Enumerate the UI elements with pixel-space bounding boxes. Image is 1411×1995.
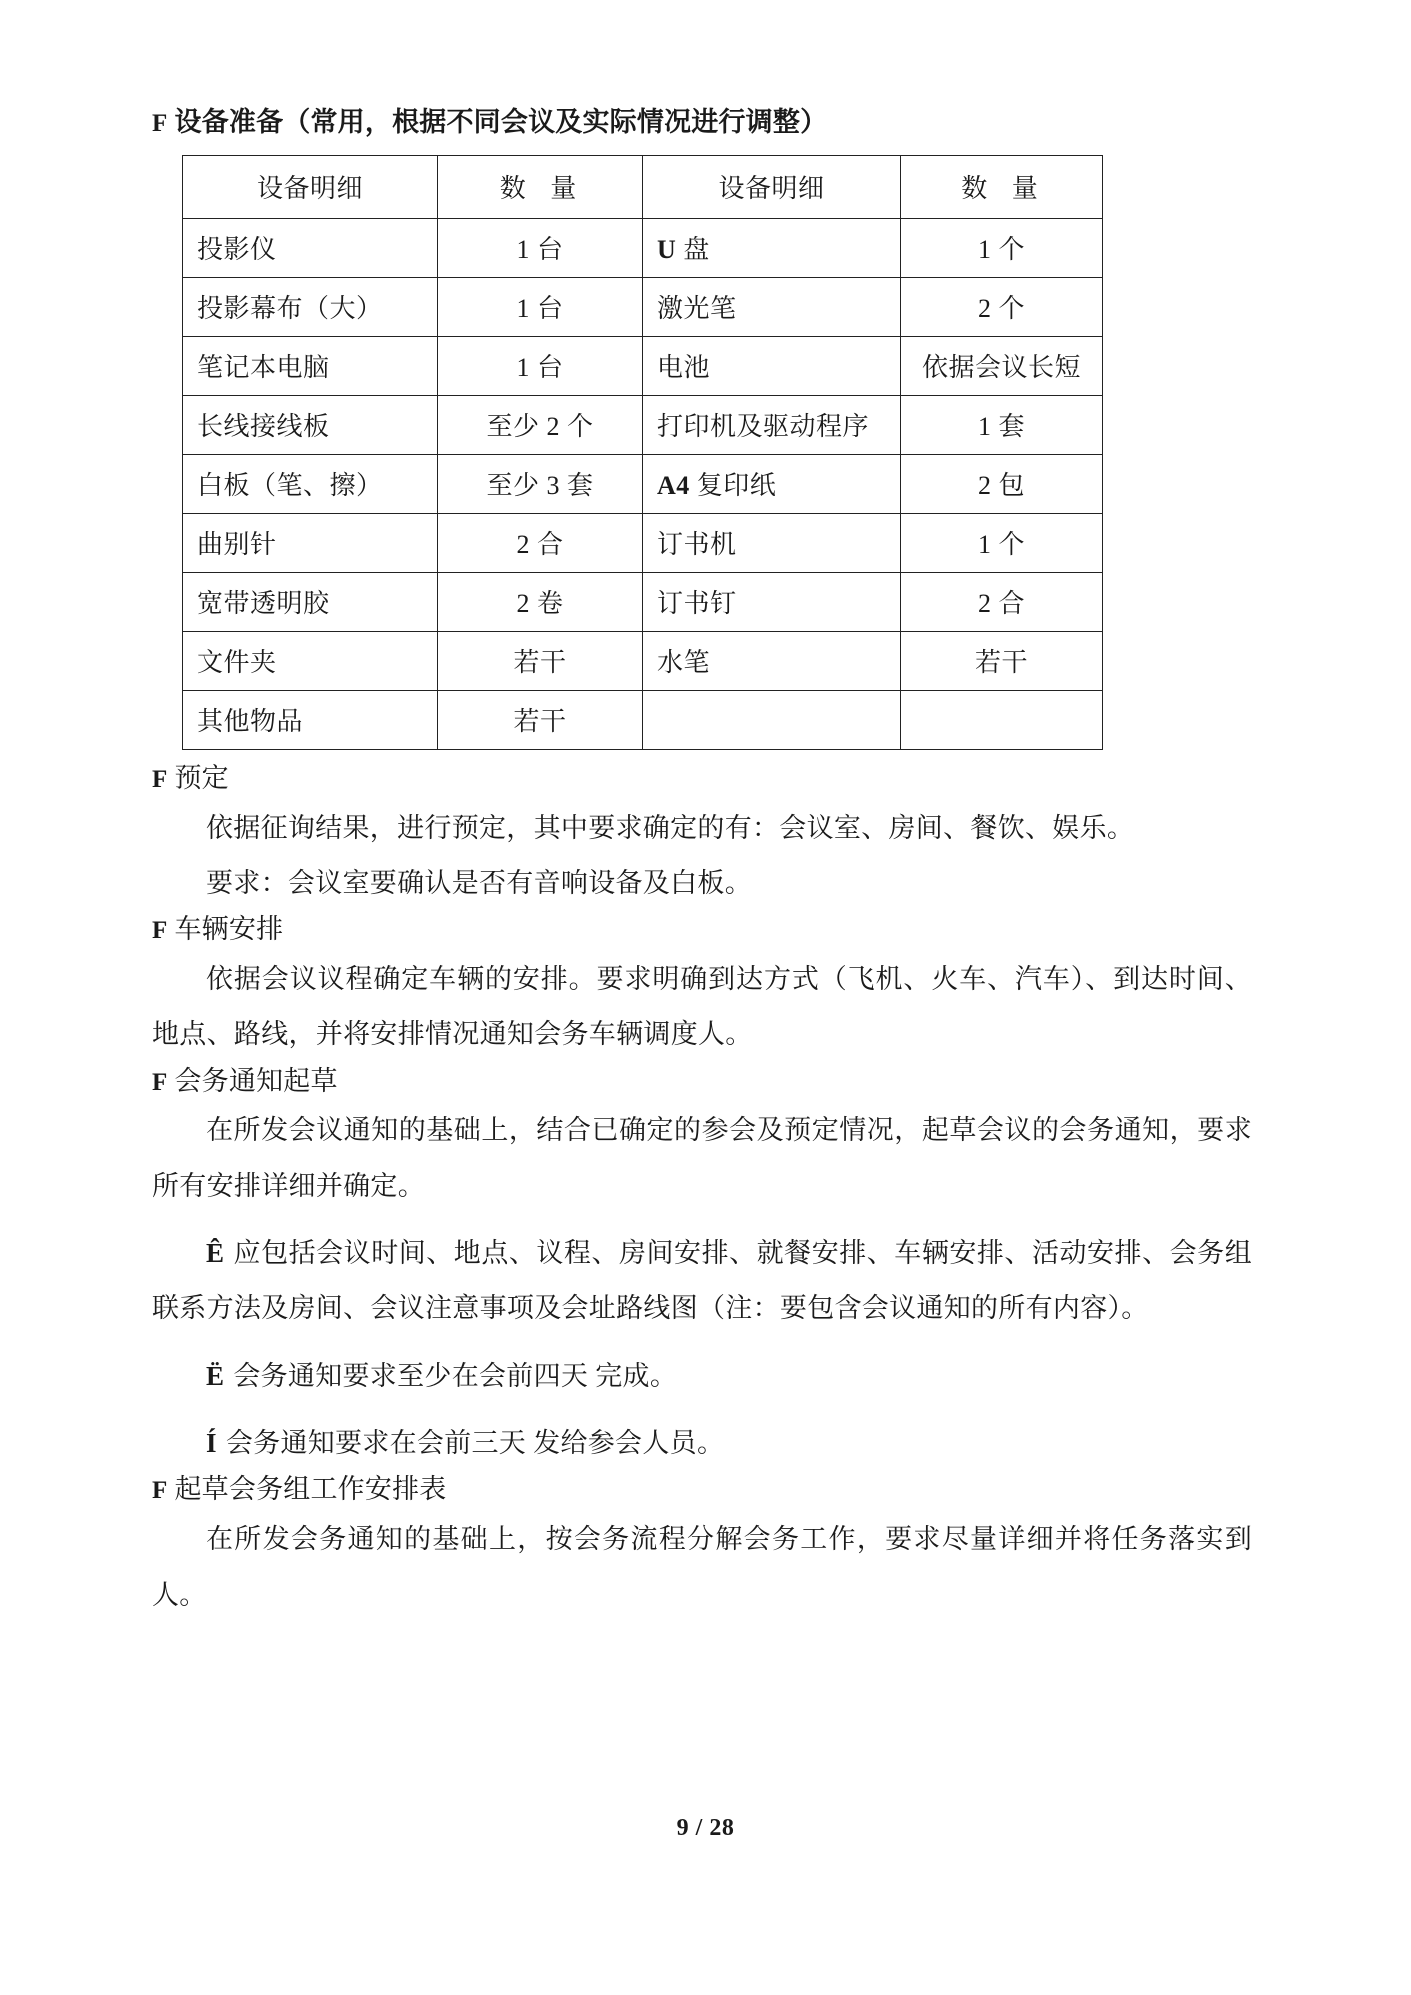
header-label: 数 量 bbox=[499, 174, 586, 204]
sub-marker-icon-3: Í bbox=[206, 1428, 217, 1459]
sub-marker-icon-1: Ê bbox=[206, 1238, 225, 1269]
table-header-cell bbox=[643, 155, 901, 218]
table-row bbox=[183, 690, 1103, 749]
notice-paragraph-1: 在所发会议通知的基础上，结合已确定的参会及预定情况，起草会议的会务通知，要求所有安排详细并确定。 bbox=[152, 1115, 1252, 1201]
equipment-qty: 1 台 bbox=[438, 218, 643, 277]
heading-equipment bbox=[152, 104, 1252, 141]
table-row bbox=[183, 631, 1103, 690]
equipment-name: 曲别针 bbox=[183, 513, 438, 572]
booking-paragraph-2: 要求：会议室要确认是否有音响设备及白板。 bbox=[206, 867, 752, 898]
heading-booking-label: 预定 bbox=[174, 762, 229, 793]
notice-item-1-text: 应包括会议时间、地点、议程、房间安排、就餐安排、车辆安排、活动安排、会务组联系方法及房间、会议注意事项及会址路线图（注：要包含会议通知的所有内容）。 bbox=[152, 1238, 1252, 1324]
equipment-name: 投影幕布（大） bbox=[183, 277, 438, 336]
equipment-name: U 盘 bbox=[643, 218, 901, 277]
bullet-marker-icon: F bbox=[152, 1477, 168, 1505]
equipment-qty: 若干 bbox=[438, 690, 643, 749]
equipment-name: 宽带透明胶 bbox=[183, 572, 438, 631]
equipment-qty: 1 台 bbox=[438, 277, 643, 336]
equipment-qty: 1 个 bbox=[901, 218, 1103, 277]
notice-item-2 bbox=[152, 1349, 1252, 1404]
equipment-qty: 若干 bbox=[901, 631, 1103, 690]
booking-paragraph-1: 依据征询结果，进行预定，其中要求确定的有：会议室、房间、餐饮、娱乐。 bbox=[206, 812, 1135, 843]
bullet-marker-icon: F bbox=[152, 917, 168, 945]
equipment-name: 水笔 bbox=[643, 631, 901, 690]
equipment-name: 电池 bbox=[643, 336, 901, 395]
heading-notice bbox=[152, 1063, 1252, 1100]
equipment-qty: 2 合 bbox=[438, 513, 643, 572]
table-row bbox=[183, 513, 1103, 572]
equipment-name: 订书钉 bbox=[643, 572, 901, 631]
equipment-name: 长线接线板 bbox=[183, 395, 438, 454]
equipment-qty: 2 合 bbox=[901, 572, 1103, 631]
equipment-qty bbox=[901, 690, 1103, 749]
equipment-qty: 2 包 bbox=[901, 454, 1103, 513]
equipment-name: 白板（笔、擦） bbox=[183, 454, 438, 513]
equipment-name bbox=[643, 690, 901, 749]
bullet-marker-icon: F bbox=[152, 765, 168, 793]
notice-item-1 bbox=[152, 1226, 1252, 1337]
equipment-qty: 至少 2 个 bbox=[438, 395, 643, 454]
equipment-name: 订书机 bbox=[643, 513, 901, 572]
table-header-cell bbox=[183, 155, 438, 218]
vehicle-paragraph-1: 依据会议议程确定车辆的安排。要求明确到达方式（飞机、火车、汽车）、到达时间、地点、路线，并将安排情况通知会务车辆调度人。 bbox=[152, 963, 1252, 1050]
sub-marker-icon-2: Ë bbox=[206, 1360, 225, 1391]
equipment-qty: 至少 3 套 bbox=[438, 454, 643, 513]
notice-item-2-text: 会务通知要求至少在会前四天 完成。 bbox=[233, 1360, 678, 1391]
equipment-table-wrapper bbox=[182, 155, 1252, 750]
equipment-name: 打印机及驱动程序 bbox=[643, 395, 901, 454]
table-header-cell bbox=[438, 155, 643, 218]
equipment-qty: 1 套 bbox=[901, 395, 1103, 454]
heading-vehicle bbox=[152, 911, 1252, 948]
table-row bbox=[183, 572, 1103, 631]
table-row bbox=[183, 395, 1103, 454]
table-row bbox=[183, 277, 1103, 336]
table-row bbox=[183, 454, 1103, 513]
table-header-row bbox=[183, 155, 1103, 218]
equipment-table bbox=[182, 155, 1103, 750]
page-content bbox=[152, 104, 1252, 1623]
equipment-qty: 2 卷 bbox=[438, 572, 643, 631]
table-row bbox=[183, 336, 1103, 395]
bullet-marker-icon: F bbox=[152, 110, 168, 137]
header-label: 数 量 bbox=[961, 174, 1047, 204]
heading-notice-label: 会务通知起草 bbox=[174, 1065, 338, 1096]
notice-item-3-text: 会务通知要求在会前三天 发给参会人员。 bbox=[225, 1428, 725, 1459]
worksheet-paragraph-1: 在所发会务通知的基础上，按会务流程分解会务工作，要求尽量详细并将任务落实到人。 bbox=[152, 1524, 1252, 1610]
equipment-name: 其他物品 bbox=[183, 690, 438, 749]
equipment-qty: 2 个 bbox=[901, 277, 1103, 336]
equipment-name: 投影仪 bbox=[183, 218, 438, 277]
bullet-marker-icon: F bbox=[152, 1068, 168, 1096]
heading-worksheet bbox=[152, 1471, 1252, 1508]
table-header-cell bbox=[901, 155, 1103, 218]
heading-vehicle-label: 车辆安排 bbox=[174, 914, 284, 945]
equipment-qty: 依据会议长短 bbox=[901, 336, 1103, 395]
notice-item-3 bbox=[152, 1416, 1252, 1471]
equipment-name: A4 复印纸 bbox=[643, 454, 901, 513]
table-row bbox=[183, 218, 1103, 277]
equipment-qty: 若干 bbox=[438, 631, 643, 690]
equipment-qty: 1 台 bbox=[438, 336, 643, 395]
heading-equipment-label: 设备准备（常用，根据不同会议及实际情况进行调整） bbox=[174, 107, 828, 137]
heading-booking bbox=[152, 760, 1252, 797]
header-label: 设备明细 bbox=[256, 174, 363, 204]
equipment-name: 笔记本电脑 bbox=[183, 336, 438, 395]
heading-worksheet-label: 起草会务组工作安排表 bbox=[174, 1474, 447, 1505]
header-label: 设备明细 bbox=[718, 174, 825, 204]
equipment-qty: 1 个 bbox=[901, 513, 1103, 572]
equipment-name: 激光笔 bbox=[643, 277, 901, 336]
equipment-name: 文件夹 bbox=[183, 631, 438, 690]
page-number: 9 / 28 bbox=[676, 1815, 735, 1841]
